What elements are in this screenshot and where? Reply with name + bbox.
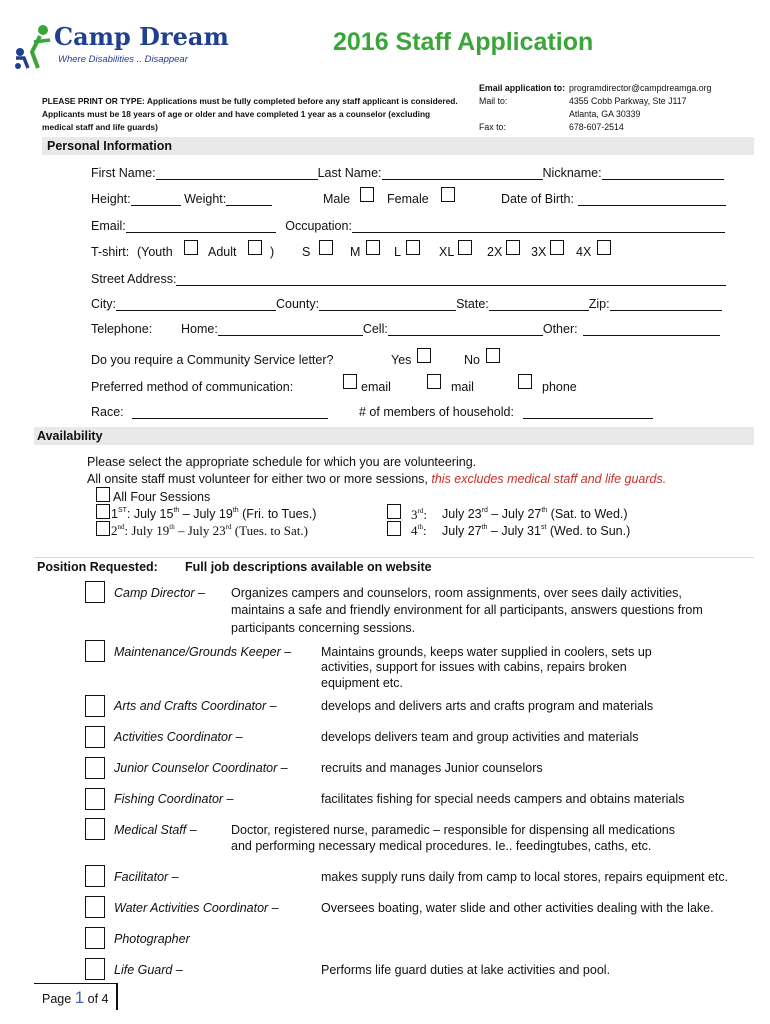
session-1-checkbox[interactable] bbox=[96, 504, 110, 519]
page-number: 1 bbox=[74, 988, 85, 1007]
mail-line2: Atlanta, GA 30339 bbox=[569, 109, 641, 119]
street-row bbox=[91, 272, 726, 286]
nickname-label: Nickname: bbox=[542, 166, 602, 180]
position-medical-desc-1: Doctor, registered nurse, paramedic – responsible for dispensing all medications bbox=[231, 823, 675, 837]
telephone-label: Telephone: bbox=[91, 322, 153, 336]
female-checkbox[interactable] bbox=[441, 187, 455, 202]
weight-field[interactable] bbox=[226, 193, 272, 206]
position-maintenance-desc-3: equipment etc. bbox=[321, 676, 403, 690]
session-3-checkbox[interactable] bbox=[387, 504, 401, 519]
household-row bbox=[359, 405, 653, 419]
position-arts-crafts-checkbox[interactable] bbox=[85, 695, 105, 717]
page-footer bbox=[34, 983, 118, 1010]
last-name-field[interactable] bbox=[382, 167, 543, 180]
position-medical-desc-2: and performing necessary medical procedures. Ie.. feedingtubes, caths, etc. bbox=[231, 839, 652, 853]
size-s-label: S bbox=[302, 245, 311, 259]
age-note-2: medical staff and life guards) bbox=[42, 122, 158, 132]
position-maintenance-desc-2: activities, support for issues with cabins, repairs broken bbox=[321, 660, 627, 674]
availability-instruction-1: Please select the appropriate schedule for which you are volunteering. bbox=[87, 455, 477, 469]
session-2-checkbox[interactable] bbox=[96, 521, 110, 536]
email-label: Email application to: bbox=[479, 83, 566, 93]
positions-note: Full job descriptions available on website bbox=[185, 560, 432, 574]
position-facilitator-title: Facilitator – bbox=[114, 870, 179, 884]
community-yes-checkbox[interactable] bbox=[417, 348, 431, 363]
fax-value: 678-607-2514 bbox=[569, 122, 624, 132]
zip-field[interactable] bbox=[610, 298, 722, 311]
comm-method-label: Preferred method of communication: bbox=[91, 380, 294, 394]
community-no-checkbox[interactable] bbox=[486, 348, 500, 363]
adult-checkbox[interactable] bbox=[248, 240, 262, 255]
county-label: County: bbox=[276, 297, 320, 311]
session-4-checkbox[interactable] bbox=[387, 521, 401, 536]
no-label: No bbox=[464, 353, 480, 367]
position-facilitator-checkbox[interactable] bbox=[85, 865, 105, 887]
page-title: 2016 Staff Application bbox=[333, 28, 594, 56]
phone-row bbox=[181, 322, 720, 336]
availability-instruction-red: this excludes medical staff and life guards. bbox=[431, 472, 667, 486]
position-junior-counselor-desc: recruits and manages Junior counselors bbox=[321, 761, 543, 775]
size-xl-label: XL bbox=[439, 245, 455, 259]
cell-phone-field[interactable] bbox=[388, 323, 543, 336]
position-maintenance-title: Maintenance/Grounds Keeper – bbox=[114, 645, 292, 659]
female-label: Female bbox=[387, 192, 429, 206]
print-note: PLEASE PRINT OR TYPE: Applications must be fully completed before any staff applicant is considered. bbox=[42, 96, 458, 106]
position-maintenance-desc-1: Maintains grounds, keeps water supplied in coolers, sets up bbox=[321, 645, 652, 659]
male-checkbox[interactable] bbox=[360, 187, 374, 202]
email-label-personal: Email: bbox=[91, 219, 126, 233]
household-field[interactable] bbox=[523, 406, 653, 419]
size-2x-label: 2X bbox=[487, 245, 503, 259]
position-junior-counselor-checkbox[interactable] bbox=[85, 757, 105, 779]
race-label: Race: bbox=[91, 405, 124, 419]
method-mail-label: mail bbox=[451, 380, 474, 394]
dob-row bbox=[501, 192, 726, 206]
size-4x-label: 4X bbox=[576, 245, 592, 259]
position-activities-checkbox[interactable] bbox=[85, 726, 105, 748]
state-label: State: bbox=[456, 297, 489, 311]
city-label: City: bbox=[91, 297, 116, 311]
position-junior-counselor-title: Junior Counselor Coordinator – bbox=[114, 761, 288, 775]
availability-section-title: Availability bbox=[37, 429, 103, 443]
method-phone-label: phone bbox=[542, 380, 577, 394]
logo-tagline: Where Disabilities .. Disappear bbox=[58, 54, 188, 65]
position-arts-crafts-desc: develops and delivers arts and crafts program and materials bbox=[321, 699, 654, 713]
size-3x-label: 3X bbox=[531, 245, 547, 259]
position-fishing-checkbox[interactable] bbox=[85, 788, 105, 810]
fax-label: Fax to: bbox=[479, 122, 506, 132]
male-label: Male bbox=[323, 192, 351, 206]
position-water-activities-desc: Oversees boating, water slide and other activities dealing with the lake. bbox=[321, 901, 714, 915]
occupation-label: Occupation: bbox=[285, 219, 352, 233]
tshirt-label: T-shirt: bbox=[91, 245, 130, 259]
position-life-guard-checkbox[interactable] bbox=[85, 958, 105, 980]
street-label: Street Address: bbox=[91, 272, 177, 286]
all-four-checkbox[interactable] bbox=[96, 487, 110, 502]
state-field[interactable] bbox=[489, 298, 589, 311]
youth-label: (Youth bbox=[137, 245, 173, 259]
size-l-label: L bbox=[394, 245, 401, 259]
race-field[interactable] bbox=[132, 406, 328, 419]
session-1-label: 1ST: July 15th – July 19th (Fri. to Tues.) bbox=[111, 507, 317, 521]
availability-instruction-2: All onsite staff must volunteer for either two or more sessions, bbox=[87, 472, 428, 486]
height-row bbox=[91, 192, 272, 206]
zip-label: Zip: bbox=[588, 297, 610, 311]
nickname-field[interactable] bbox=[602, 167, 724, 180]
position-camp-director-desc-2: maintains a safe and friendly environment for all participants, answers questions from bbox=[231, 603, 703, 617]
session-3-label: July 23rd – July 27th (Sat. to Wed.) bbox=[442, 507, 628, 521]
size-m-checkbox[interactable] bbox=[366, 240, 380, 255]
first-name-field[interactable] bbox=[156, 167, 318, 180]
email-row bbox=[91, 219, 725, 233]
position-life-guard-title: Life Guard – bbox=[114, 963, 183, 977]
other-label: Other: bbox=[542, 322, 578, 336]
city-row bbox=[91, 297, 722, 311]
first-name-row bbox=[91, 166, 724, 180]
session-2-label: 2nd: July 19th – July 23rd (Tues. to Sat.) bbox=[111, 523, 308, 538]
race-row bbox=[91, 405, 328, 419]
position-activities-title: Activities Coordinator – bbox=[114, 730, 243, 744]
tshirt-close-paren: ) bbox=[270, 245, 275, 259]
size-s-checkbox[interactable] bbox=[319, 240, 333, 255]
age-note-1: Applicants must be 18 years of age or older and have completed 1 year as a counselor (excluding bbox=[42, 109, 431, 119]
position-maintenance-checkbox[interactable] bbox=[85, 640, 105, 662]
size-xl-checkbox[interactable] bbox=[458, 240, 472, 255]
position-medical-title: Medical Staff – bbox=[114, 823, 197, 837]
mail-line1: 4355 Cobb Parkway, Ste J117 bbox=[569, 96, 687, 106]
email-field[interactable] bbox=[126, 220, 276, 233]
personal-section-title: Personal Information bbox=[47, 139, 173, 153]
youth-checkbox[interactable] bbox=[184, 240, 198, 255]
position-photographer-checkbox[interactable] bbox=[85, 927, 105, 949]
street-field[interactable] bbox=[176, 273, 726, 286]
method-phone-checkbox[interactable] bbox=[518, 374, 532, 389]
last-name-label: Last Name: bbox=[317, 166, 382, 180]
position-camp-director-title: Camp Director – bbox=[114, 586, 205, 600]
logo bbox=[10, 22, 229, 70]
size-l-checkbox[interactable] bbox=[406, 240, 420, 255]
availability-section-bar bbox=[34, 427, 754, 445]
first-name-label: First Name: bbox=[91, 166, 156, 180]
other-phone-field[interactable] bbox=[583, 323, 720, 336]
all-four-label: All Four Sessions bbox=[113, 490, 211, 504]
method-email-label: email bbox=[361, 380, 391, 394]
position-arts-crafts-title: Arts and Crafts Coordinator – bbox=[114, 699, 277, 713]
position-camp-director-desc-1: Organizes campers and counselors, room assignments, over sees daily activities, bbox=[231, 586, 682, 600]
position-water-activities-checkbox[interactable] bbox=[85, 896, 105, 918]
email-value: programdirector@campdreamga.org bbox=[569, 83, 712, 93]
size-2x-checkbox[interactable] bbox=[506, 240, 520, 255]
position-water-activities-title: Water Activities Coordinator – bbox=[114, 901, 279, 915]
position-fishing-desc: facilitates fishing for special needs campers and obtains materials bbox=[321, 792, 685, 806]
cell-label: Cell: bbox=[362, 322, 388, 336]
page-word: Page bbox=[42, 992, 72, 1006]
position-medical-checkbox[interactable] bbox=[85, 818, 105, 840]
home-phone-field[interactable] bbox=[218, 323, 363, 336]
position-camp-director-desc-3: participants concerning sessions. bbox=[231, 621, 416, 635]
position-life-guard-desc: Performs life guard duties at lake activities and pool. bbox=[321, 963, 611, 977]
method-mail-checkbox[interactable] bbox=[427, 374, 441, 389]
weight-label: Weight: bbox=[184, 192, 227, 206]
session-3-num: 3rd: bbox=[411, 507, 427, 522]
adult-label: Adult bbox=[208, 245, 237, 259]
method-email-checkbox[interactable] bbox=[343, 374, 357, 389]
logo-name: Camp Dream bbox=[54, 22, 229, 51]
height-field[interactable] bbox=[131, 193, 181, 206]
availability-instruction-2-row bbox=[87, 472, 666, 486]
city-field[interactable] bbox=[116, 298, 276, 311]
size-m-label: M bbox=[350, 245, 361, 259]
occupation-field[interactable] bbox=[352, 220, 725, 233]
yes-label: Yes bbox=[391, 353, 412, 367]
dob-field[interactable] bbox=[578, 193, 726, 206]
position-fishing-title: Fishing Coordinator – bbox=[114, 792, 234, 806]
logo-figures-icon bbox=[10, 22, 54, 70]
county-field[interactable] bbox=[319, 298, 456, 311]
positions-section-title: Position Requested: bbox=[37, 560, 158, 574]
community-question: Do you require a Community Service letter? bbox=[91, 353, 334, 367]
position-camp-director-checkbox[interactable] bbox=[85, 581, 105, 603]
position-activities-desc: develops delivers team and group activities and materials bbox=[321, 730, 639, 744]
size-4x-checkbox[interactable] bbox=[597, 240, 611, 255]
size-3x-checkbox[interactable] bbox=[550, 240, 564, 255]
position-photographer-title: Photographer bbox=[114, 932, 190, 946]
page-of: of 4 bbox=[87, 992, 109, 1006]
session-4-label: July 27th – July 31st (Wed. to Sun.) bbox=[442, 524, 631, 538]
home-label: Home: bbox=[181, 322, 218, 336]
position-facilitator-desc: makes supply runs daily from camp to local stores, repairs equipment etc. bbox=[321, 870, 729, 884]
dob-label: Date of Birth: bbox=[501, 192, 574, 206]
height-label: Height: bbox=[91, 192, 131, 206]
mail-label: Mail to: bbox=[479, 96, 508, 106]
household-label: # of members of household: bbox=[359, 405, 514, 419]
session-4-num: 4th: bbox=[411, 523, 427, 538]
